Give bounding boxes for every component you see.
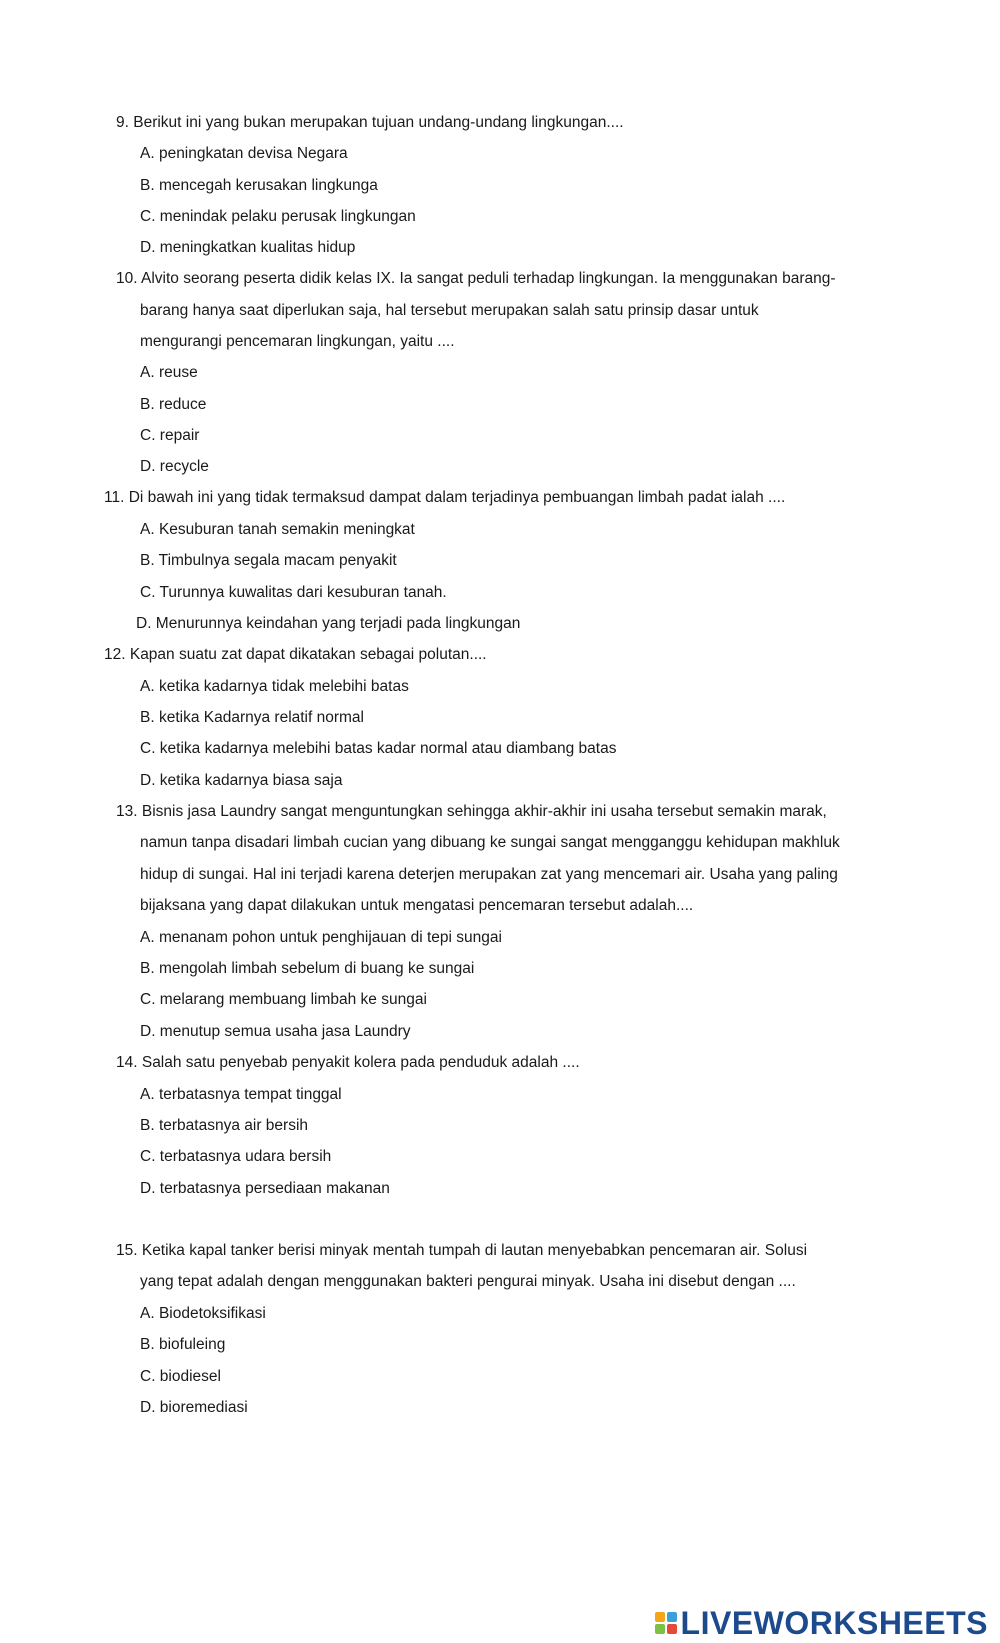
question-14-text: 14. Salah satu penyebab penyakit kolera pada penduduk adalah .... [116, 1054, 580, 1071]
question-9-option-b: B. mencegah kerusakan lingkunga [140, 177, 378, 194]
question-12-option-a: A. ketika kadarnya tidak melebihi batas [140, 678, 409, 695]
question-12-text: 12. Kapan suatu zat dapat dikatakan sebagai polutan.... [104, 646, 487, 663]
question-9-option-c: C. menindak pelaku perusak lingkungan [140, 208, 416, 225]
question-14-option-b: B. terbatasnya air bersih [140, 1117, 309, 1134]
liveworksheets-logo [655, 1603, 988, 1643]
question-11-option-c: C. Turunnya kuwalitas dari kesuburan tanah. [140, 584, 447, 601]
logo-square-4 [667, 1624, 677, 1634]
question-10-option-c: C. repair [140, 427, 200, 444]
question-10-option-b: B. reduce [140, 396, 207, 413]
question-15-text-line-1: 15. Ketika kapal tanker berisi minyak mentah tumpah di lautan menyebabkan pencemaran air. Solusi [116, 1242, 808, 1259]
question-9-text: 9. Berikut ini yang bukan merupakan tujuan undang-undang lingkungan.... [116, 114, 624, 131]
question-10-text-line-2: barang hanya saat diperlukan saja, hal tersebut merupakan salah satu prinsip dasar untuk [140, 302, 759, 319]
question-11-option-b: B. Timbulnya segala macam penyakit [140, 552, 397, 569]
question-13-option-d: D. menutup semua usaha jasa Laundry [140, 1023, 411, 1040]
question-13-option-a: A. menanam pohon untuk penghijauan di tepi sungai [140, 929, 502, 946]
question-11-option-d: D. Menurunnya keindahan yang terjadi pada lingkungan [136, 615, 521, 632]
question-14-option-d: D. terbatasnya persediaan makanan [140, 1180, 390, 1197]
question-13-text-line-1: 13. Bisnis jasa Laundry sangat menguntungkan sehingga akhir-akhir ini usaha tersebut semakin marak, [116, 803, 827, 820]
question-9-option-a: A. peningkatan devisa Negara [140, 145, 348, 162]
question-12-option-c: C. ketika kadarnya melebihi batas kadar normal atau diambang batas [140, 740, 617, 757]
question-13-text-line-3: hidup di sungai. Hal ini terjadi karena deterjen merupakan zat yang mencemari air. Usaha yang paling [140, 866, 838, 883]
logo-grid-icon [655, 1612, 677, 1634]
question-10-option-d: D. recycle [140, 458, 209, 475]
question-12-option-d: D. ketika kadarnya biasa saja [140, 772, 343, 789]
question-15-option-c: C. biodiesel [140, 1368, 221, 1385]
logo-square-3 [655, 1624, 665, 1634]
question-15-text-line-2: yang tepat adalah dengan menggunakan bakteri pengurai minyak. Usaha ini disebut dengan .... [140, 1273, 796, 1290]
question-10-text-line-3: mengurangi pencemaran lingkungan, yaitu .... [140, 333, 455, 350]
question-11-option-a: A. Kesuburan tanah semakin meningkat [140, 521, 415, 538]
question-15-option-b: B. biofuleing [140, 1336, 226, 1353]
question-13-option-b: B. mengolah limbah sebelum di buang ke sungai [140, 960, 475, 977]
logo-square-1 [655, 1612, 665, 1622]
question-14-option-c: C. terbatasnya udara bersih [140, 1148, 332, 1165]
logo-square-2 [667, 1612, 677, 1622]
question-14-option-a: A. terbatasnya tempat tinggal [140, 1086, 342, 1103]
logo-text: LIVEWORKSHEETS [680, 1604, 988, 1641]
question-9-option-d: D. meningkatkan kualitas hidup [140, 239, 356, 256]
question-13-text-line-4: bijaksana yang dapat dilakukan untuk mengatasi pencemaran tersebut adalah.... [140, 897, 694, 914]
question-15-option-a: A. Biodetoksifikasi [140, 1305, 266, 1322]
question-13-text-line-2: namun tanpa disadari limbah cucian yang dibuang ke sungai sangat mengganggu kehidupan makhluk [140, 834, 840, 851]
question-11-text: 11. Di bawah ini yang tidak termaksud dampat dalam terjadinya pembuangan limbah padat ialah .... [104, 489, 786, 506]
question-10-text-line-1: 10. Alvito seorang peserta didik kelas IX. Ia sangat peduli terhadap lingkungan. Ia menggunakan barang- [116, 270, 836, 287]
question-13-option-c: C. melarang membuang limbah ke sungai [140, 991, 427, 1008]
question-15-option-d: D. bioremediasi [140, 1399, 248, 1416]
question-10-option-a: A. reuse [140, 364, 198, 381]
question-12-option-b: B. ketika Kadarnya relatif normal [140, 709, 364, 726]
